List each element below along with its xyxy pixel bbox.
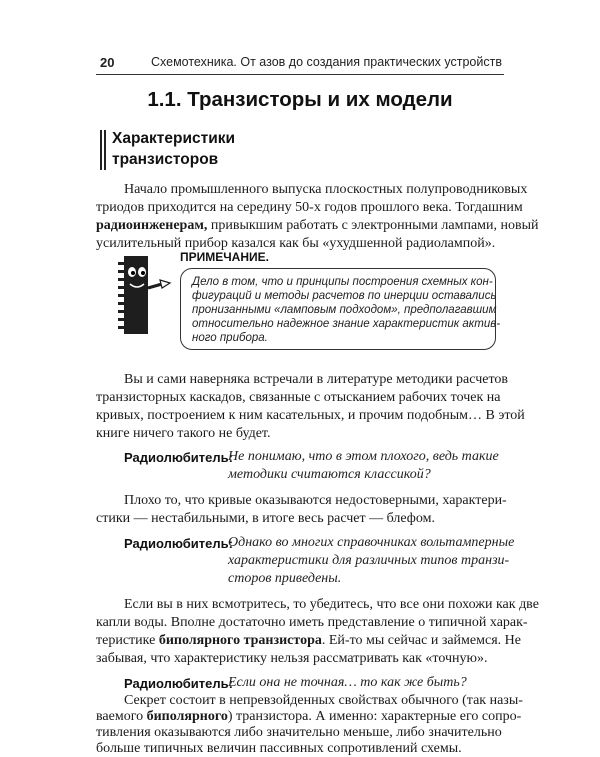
bold-term: биполярного транзистора [158, 633, 322, 648]
note-label: ПРИМЕЧАНИЕ. [180, 250, 269, 264]
bold-term: биполярного [146, 709, 228, 724]
speaker-label: Радиолюбитель: [124, 536, 233, 551]
text-line: Если вы в них всмотритесь, то убедитесь, что все они похожи как две [124, 597, 539, 612]
text-line: тивления оказываются либо значительно меньше, либо значительно [96, 725, 502, 740]
text-line: больше типичных величин пассивных сопротивлений схемы. [96, 741, 462, 756]
running-header [96, 52, 504, 75]
text-line: транзисторных каскадов, связанные с отысканием рабочих точек на [96, 390, 501, 405]
dialog-line: Однако во многих справочниках вольтамперные [228, 535, 515, 550]
section-title: 1.1. Транзисторы и их модели [147, 88, 453, 111]
page-number: 20 [100, 55, 115, 70]
dialog-line: Не понимаю, что в этом плохого, ведь такие [228, 449, 499, 464]
heading-bar-left [100, 130, 102, 170]
dialog-line: методики считаются классикой? [228, 467, 431, 482]
text-line: Начало промышленного выпуска плоскостных полупроводниковых [124, 182, 528, 197]
note-line: пронизанными «ламповым подходом», предполагавшим [192, 304, 497, 316]
text-line: забывая, что характеристику нельзя рассматривать как «точную». [96, 651, 488, 666]
dialog-line: Если она не точная… то как же быть? [228, 675, 467, 690]
transistor-mascot-illustration [110, 254, 176, 336]
note-line: относительно надежное знание характеристик актив- [192, 318, 501, 330]
mascot-pins [118, 262, 124, 329]
text-line: стики — нестабильными, в итоге весь расчет — блефом. [96, 511, 435, 526]
text-line: радиоинженерам, привыкшим работать с электронными лампами, новый [96, 218, 539, 233]
note-line: фигураций и методы расчетов по инерции оставались [192, 290, 497, 302]
speaker-label: Радиолюбитель: [124, 450, 233, 465]
text-line: книге ничего такого не будет. [96, 426, 271, 441]
note-line: Дело в том, что и принципы построения схемных кон- [192, 276, 493, 288]
text-line: усилительный прибор казался как бы «ухудшенной радиолампой». [96, 236, 496, 251]
running-title: Схемотехника. От азов до создания практических устройств [150, 55, 502, 69]
subsection-title-line1: Характеристики [112, 130, 236, 147]
text-line: ваемого биполярного) транзистора. А именно: характерные его сопро- [96, 709, 522, 724]
speaker-label: Радиолюбитель: [124, 676, 233, 691]
heading-bar-right [104, 130, 106, 170]
text-line: Вы и сами наверняка встречали в литературе методики расчетов [124, 372, 509, 387]
bold-term: радиоинженерам, [96, 218, 208, 233]
text-line: кривых, построением к ним касательных, и прочим подобным… В этой [96, 408, 525, 423]
text-line: капли воды. Вполне достаточно иметь представление о типичной харак- [96, 615, 528, 630]
text-line: Секрет состоит в непревзойденных свойствах обычного (так назы- [124, 693, 523, 708]
mascot-body [124, 256, 148, 334]
dialog-line: сторов приведены. [228, 571, 342, 586]
note-line: ного прибора. [192, 332, 268, 344]
text-line: Плохо то, что кривые оказываются недостоверными, характери- [124, 493, 507, 508]
dialog-line: характеристики для различных типов транзи- [228, 553, 510, 568]
subsection-title-line2: транзисторов [112, 151, 219, 168]
text-line: теристике биполярного транзистора. Ей-то мы сейчас и займемся. Не [96, 633, 521, 648]
mascot-arm [148, 284, 162, 288]
subsection-heading [100, 128, 300, 172]
text-line: триодов приходится на середину 50-х годов прошлого века. Тогдашним [96, 200, 523, 215]
mascot-pointing-hand [160, 280, 170, 288]
